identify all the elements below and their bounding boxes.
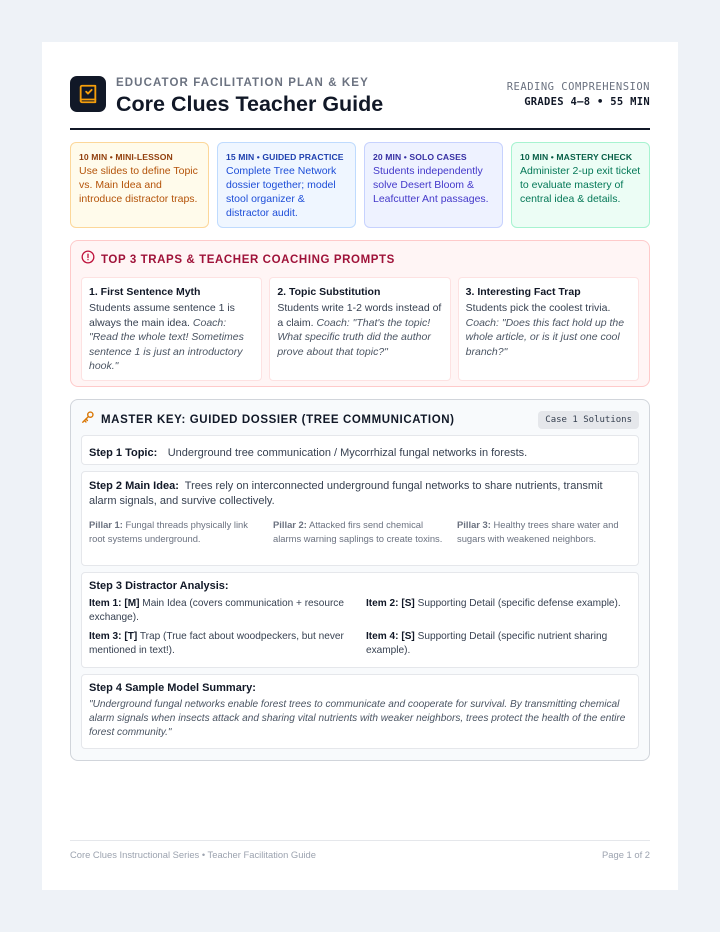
grade-duration-label: GRADES 4–8 • 55 MIN	[524, 96, 650, 108]
step-2-main-idea	[81, 471, 639, 566]
phase-text: Complete Tree Network dossier together; model stool organizer & distractor audit.	[226, 165, 337, 219]
item-label: Item 1: [M]	[89, 598, 140, 609]
case-solutions-badge: Case 1 Solutions	[538, 411, 639, 429]
page-content	[70, 76, 650, 761]
coach-prompt: Coach: "Does this fact hold up the whole article, or is it just one cool branch?"	[465, 316, 625, 358]
step-label: Step 3 Distractor Analysis:	[89, 580, 229, 592]
phase-label: 10 MIN • MASTERY CHECK	[520, 152, 633, 162]
master-key-heading-row	[81, 410, 639, 429]
step-4-model-summary	[81, 674, 639, 749]
pillar-label: Pillar 2:	[273, 519, 307, 530]
pillar-item	[89, 518, 263, 546]
phase-label: 20 MIN • SOLO CASES	[373, 152, 467, 162]
page-meta	[507, 81, 650, 108]
traps-heading: TOP 3 TRAPS & TEACHER COACHING PROMPTS	[101, 253, 395, 266]
distractor-item	[366, 630, 631, 658]
master-key-title-group	[81, 410, 455, 429]
item-label: Item 4: [S]	[366, 631, 415, 642]
traps-section	[70, 240, 650, 387]
pillar-item	[457, 518, 631, 546]
traps-heading-row	[81, 250, 639, 269]
page-title: Core Clues Teacher Guide	[116, 92, 384, 116]
subject-label: READING COMPREHENSION	[506, 81, 650, 93]
trap-text: Students pick the coolest trivia.	[465, 302, 611, 314]
page-footer	[70, 840, 650, 860]
phase-card-solo-cases	[364, 142, 503, 228]
trap-card	[458, 277, 639, 381]
step-label: Step 1 Topic:	[89, 447, 158, 459]
brand-text	[116, 76, 383, 117]
page-header	[70, 76, 650, 130]
trap-title: 2. Topic Substitution	[277, 286, 381, 298]
trap-body	[466, 301, 631, 359]
item-text: Main Idea (covers communication + resource exchange).	[89, 598, 344, 623]
trap-body	[277, 301, 442, 359]
item-label: Item 2: [S]	[366, 598, 415, 609]
distractor-item	[89, 630, 354, 658]
master-key-section	[70, 399, 650, 761]
phase-label: 15 MIN • GUIDED PRACTICE	[226, 152, 344, 162]
step-1-topic	[81, 435, 639, 465]
step-3-distractor-analysis	[81, 572, 639, 668]
page-eyebrow: EDUCATOR FACILITATION PLAN & KEY	[116, 77, 369, 89]
master-key-heading: MASTER KEY: GUIDED DOSSIER (TREE COMMUNICATION)	[101, 413, 455, 426]
traps-grid	[81, 277, 639, 381]
pillar-text: Attacked firs send chemical alarms warning saplings to create toxins.	[273, 519, 443, 544]
phase-card-mini-lesson	[70, 142, 209, 228]
distractor-items	[89, 597, 631, 658]
step-label: Step 4 Sample Model Summary:	[89, 682, 256, 694]
trap-title: 1. First Sentence Myth	[89, 286, 201, 298]
phase-text: Students independently solve Desert Bloom & Leafcutter Ant passages.	[373, 165, 489, 205]
main-idea-text: Trees rely on interconnected underground fungal networks to share nutrients, transmit alarm signals, and survive collectively.	[89, 480, 603, 507]
trap-title: 3. Interesting Fact Trap	[465, 286, 581, 298]
phase-card-guided-practice	[217, 142, 356, 228]
trap-card	[269, 277, 450, 381]
distractor-item	[89, 597, 354, 625]
brand	[70, 76, 383, 117]
trap-text: Students assume sentence 1 is always the main idea.	[89, 302, 235, 329]
guide-page	[42, 42, 678, 890]
phase-card-mastery-check	[511, 142, 650, 228]
key-icon	[81, 410, 95, 429]
coach-prompt: Coach: "Read the whole text! Sometimes sentence 1 is just an introductory hook."	[89, 316, 244, 373]
alert-circle-icon	[81, 250, 95, 269]
phase-label: 10 MIN • MINI-LESSON	[79, 152, 173, 162]
footer-series: Core Clues Instructional Series • Teacher Facilitation Guide	[70, 849, 316, 860]
phase-text: Administer 2-up exit ticket to evaluate mastery of central idea & details.	[520, 165, 641, 205]
item-text: Supporting Detail (specific nutrient sharing example).	[366, 631, 608, 656]
coach-prompt: Coach: "That's the topic! What specific truth did the author prove about that topic?"	[277, 316, 431, 358]
step-text: Underground tree communication / Mycorrhizal fungal networks in forests.	[167, 447, 528, 459]
trap-text: Students write 1-2 words instead of a claim.	[277, 302, 442, 329]
pillar-label: Pillar 1:	[89, 519, 123, 530]
item-label: Item 3: [T]	[89, 631, 138, 642]
pillar-text: Healthy trees share water and sugars with weakened neighbors.	[457, 519, 619, 544]
item-text: Trap (True fact about woodpeckers, but never mentioned in text!).	[89, 631, 344, 656]
model-summary-text: "Underground fungal networks enable forest trees to communicate and cooperate for survival. By transmitting chemical alarm signals when insects attack and sharing vital nutrients with weaker neighbors, trees protect the health of the entire forest community."	[89, 699, 626, 738]
trap-body	[89, 301, 254, 374]
pillar-item	[273, 518, 447, 546]
trap-card	[81, 277, 262, 381]
distractor-item	[366, 597, 631, 625]
main-idea-line	[89, 479, 631, 509]
pillar-text: Fungal threads physically link root systems underground.	[89, 519, 248, 544]
page-number: Page 1 of 2	[602, 849, 650, 860]
phase-text: Use slides to define Topic vs. Main Idea and introduce distractor traps.	[79, 165, 198, 205]
book-check-icon	[70, 76, 106, 112]
item-text: Supporting Detail (specific defense example).	[417, 598, 621, 609]
step-label: Step 2 Main Idea:	[89, 480, 179, 492]
lesson-phases	[70, 142, 650, 228]
pillars	[89, 518, 631, 546]
pillar-label: Pillar 3:	[457, 519, 491, 530]
